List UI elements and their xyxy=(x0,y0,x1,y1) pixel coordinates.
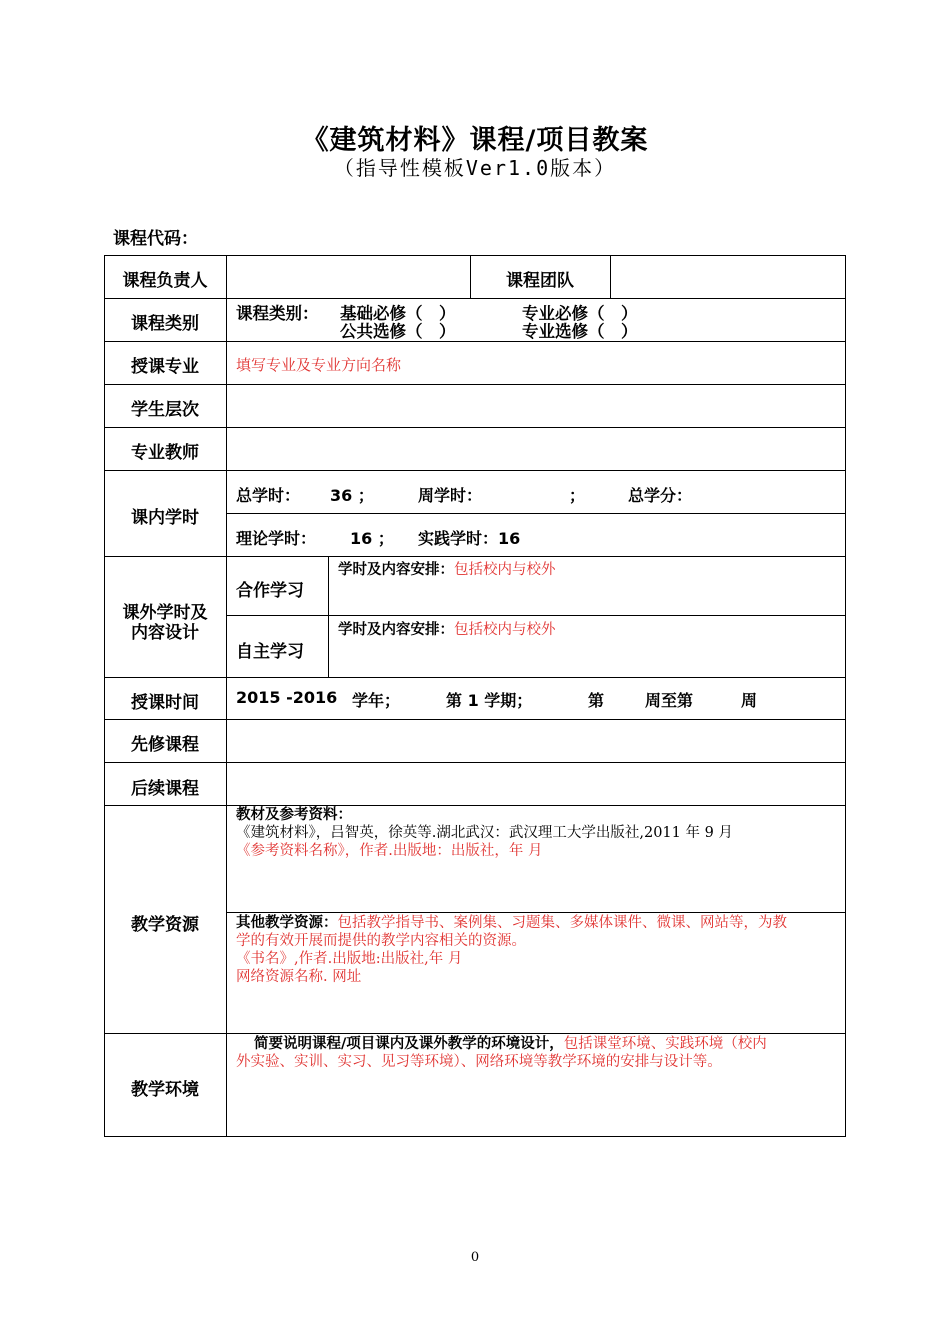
other-resources-hint-b: 学的有效开展而提供的教学内容相关的资源。 xyxy=(236,933,526,949)
theory-hours-value[interactable]: 16 ； xyxy=(350,529,394,548)
major-teacher-label: 专业教师 xyxy=(131,443,199,463)
category-major-required[interactable]: 专业必修（ ） xyxy=(522,304,638,323)
week-end-label: 周 xyxy=(741,691,758,710)
outside-hours-label-1: 课外学时及 xyxy=(122,603,208,623)
teaching-major-label: 授课专业 xyxy=(131,357,199,377)
other-resources-line-3: 《书名》,作者.出版地:出版社,年 月 xyxy=(236,951,463,967)
academic-year[interactable]: 2015 -2016 xyxy=(236,688,338,707)
environment-description[interactable] xyxy=(236,1035,842,1071)
weekly-hours-separator: ； xyxy=(569,486,586,505)
followup-label: 后续课程 xyxy=(131,779,199,799)
prerequisite-label: 先修课程 xyxy=(131,735,199,755)
teaching-resources-label: 教学资源 xyxy=(131,915,199,935)
course-lead-field[interactable] xyxy=(227,256,470,298)
week-from-label: 第 xyxy=(588,691,605,710)
self-learning-label: 自主学习 xyxy=(236,642,304,662)
teaching-time-label: 授课时间 xyxy=(131,693,199,713)
in-class-hours-label: 课内学时 xyxy=(131,508,199,528)
materials-line-2: 《参考资料名称》，作者.出版地：出版社，年 月 xyxy=(236,843,543,859)
academic-year-suffix: 学年； xyxy=(352,691,401,710)
page-number: 0 xyxy=(470,1250,480,1265)
self-arrange-label: 学时及内容安排： xyxy=(338,622,454,638)
environment-hint-a: 包括课堂环境、实践环境（校内 xyxy=(563,1036,767,1052)
materials-line-1: 《建筑材料》，吕智英，徐英等.湖北武汉：武汉理工大学出版社,2011 年 9 月 xyxy=(236,825,733,841)
coop-arrange-hint: 包括校内与校外 xyxy=(454,562,556,578)
category-prefix: 课程类别： xyxy=(236,304,319,323)
other-resources-section[interactable] xyxy=(236,914,842,986)
category-basic-required[interactable]: 基础必修（ ） xyxy=(340,304,456,323)
course-team-label: 课程团队 xyxy=(506,271,574,291)
course-team-field[interactable] xyxy=(611,256,845,298)
materials-heading: 教材及参考资料： xyxy=(236,807,352,823)
followup-field[interactable] xyxy=(227,763,845,805)
teaching-environment-label: 教学环境 xyxy=(131,1080,199,1100)
environment-hint-b: 外实验、实训、实习、见习等环境）、网络环境等教学环境的安排与设计等。 xyxy=(236,1054,722,1070)
student-level-field[interactable] xyxy=(227,385,845,427)
other-resources-hint-a: 包括教学指导书、案例集、习题集、多媒体课件、微课、网站等，为教 xyxy=(337,915,787,931)
week-to-label: 周至第 xyxy=(645,691,694,710)
major-teacher-field[interactable] xyxy=(227,428,845,470)
prerequisite-field[interactable] xyxy=(227,720,845,762)
category-public-elective[interactable]: 公共选修（ ） xyxy=(340,322,456,341)
self-learning-arrangement[interactable] xyxy=(338,621,556,639)
total-hours-value[interactable]: 36 ； xyxy=(330,486,374,505)
document-subtitle: （指导性模板Ver1.0版本） xyxy=(333,156,617,180)
theory-hours-label: 理论学时： xyxy=(236,529,317,548)
environment-intro: 简要说明课程/项目课内及课外教学的环境设计， xyxy=(254,1036,564,1052)
semester[interactable]: 第 1 学期； xyxy=(446,691,533,710)
cooperative-learning-label: 合作学习 xyxy=(236,581,304,601)
outside-hours-label-2: 内容设计 xyxy=(131,623,199,643)
student-level-label: 学生层次 xyxy=(131,400,199,420)
course-category-label: 课程类别 xyxy=(131,314,199,334)
total-hours-label: 总学时： xyxy=(236,486,301,505)
materials-section[interactable] xyxy=(236,806,842,860)
total-credits-label: 总学分： xyxy=(628,486,693,505)
other-resources-heading: 其他教学资源： xyxy=(236,915,338,931)
other-resources-line-4: 网络资源名称. 网址 xyxy=(236,969,362,985)
self-arrange-hint: 包括校内与校外 xyxy=(454,622,556,638)
cooperative-learning-arrangement[interactable] xyxy=(338,561,556,579)
category-major-elective[interactable]: 专业选修（ ） xyxy=(522,322,638,341)
practice-hours[interactable]: 实践学时：16 xyxy=(418,529,521,548)
course-lead-label: 课程负责人 xyxy=(122,271,208,291)
weekly-hours-label: 周学时： xyxy=(418,486,483,505)
teaching-major-hint[interactable]: 填写专业及专业方向名称 xyxy=(236,356,402,374)
course-code-label: 课程代码： xyxy=(113,229,198,249)
document-title: 《建筑材料》课程/项目教案 xyxy=(301,125,649,156)
coop-arrange-label: 学时及内容安排： xyxy=(338,562,454,578)
